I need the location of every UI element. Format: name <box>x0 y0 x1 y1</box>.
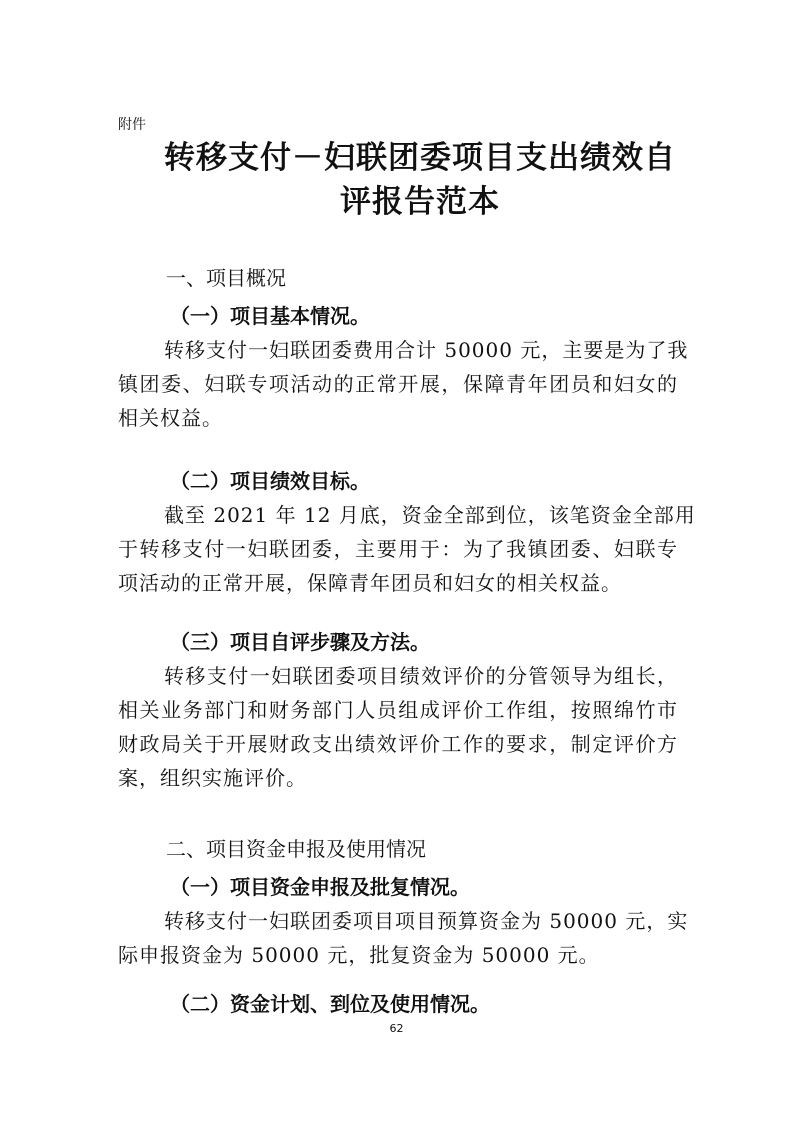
paragraph-line: 财政局关于开展财政支出绩效评价工作的要求，制定评价方 <box>118 732 678 756</box>
subsection-heading-1-3: （三）项目自评步骤及方法。 <box>170 630 430 654</box>
paragraph-1-1 <box>118 333 689 435</box>
paragraph-line: 转移支付一妇联团委项目项目预算资金为 50000 元，实 <box>164 909 689 933</box>
paragraph-line: 项活动的正常开展，保障青年团员和妇女的相关权益。 <box>118 571 622 595</box>
subsection-heading-2-2: （二）资金计划、到位及使用情况。 <box>170 992 490 1016</box>
attachment-label: 附件 <box>118 117 146 133</box>
page-number: 62 <box>389 1022 404 1035</box>
paragraph-line: 际申报资金为 50000 元，批复资金为 50000 元。 <box>118 943 600 967</box>
paragraph-line: 截至 2021 年 12 月底，资金全部到位，该笔资金全部用 <box>164 503 696 527</box>
subsection-heading-1-2: （二）项目绩效目标。 <box>170 469 370 493</box>
paragraph-1-2 <box>118 498 696 600</box>
document-title-line-1: 转移支付－妇联团委项目支出绩效自 <box>164 140 676 176</box>
subsection-heading-2-1: （一）项目资金申报及批复情况。 <box>170 875 470 899</box>
paragraph-line: 镇团委、妇联专项活动的正常开展，保障青年团员和妇女的 <box>118 372 678 396</box>
paragraph-line: 相关权益。 <box>118 406 223 430</box>
paragraph-2-1 <box>118 904 689 972</box>
section-heading-2: 二、项目资金申报及使用情况 <box>166 837 426 861</box>
paragraph-1-3 <box>118 659 678 795</box>
paragraph-line: 转移支付一妇联团委费用合计 50000 元，主要是为了我 <box>164 338 689 362</box>
section-heading-1: 一、项目概况 <box>166 266 286 290</box>
paragraph-line: 转移支付一妇联团委项目绩效评价的分管领导为组长， <box>164 664 678 688</box>
paragraph-line: 相关业务部门和财务部门人员组成评价工作组，按照绵竹市 <box>118 698 678 722</box>
paragraph-line: 案，组织实施评价。 <box>118 766 307 790</box>
document-title-line-2: 评报告范本 <box>340 184 500 220</box>
subsection-heading-1-1: （一）项目基本情况。 <box>170 304 370 328</box>
paragraph-line: 于转移支付一妇联团委，主要用于：为了我镇团委、妇联专 <box>118 537 678 561</box>
